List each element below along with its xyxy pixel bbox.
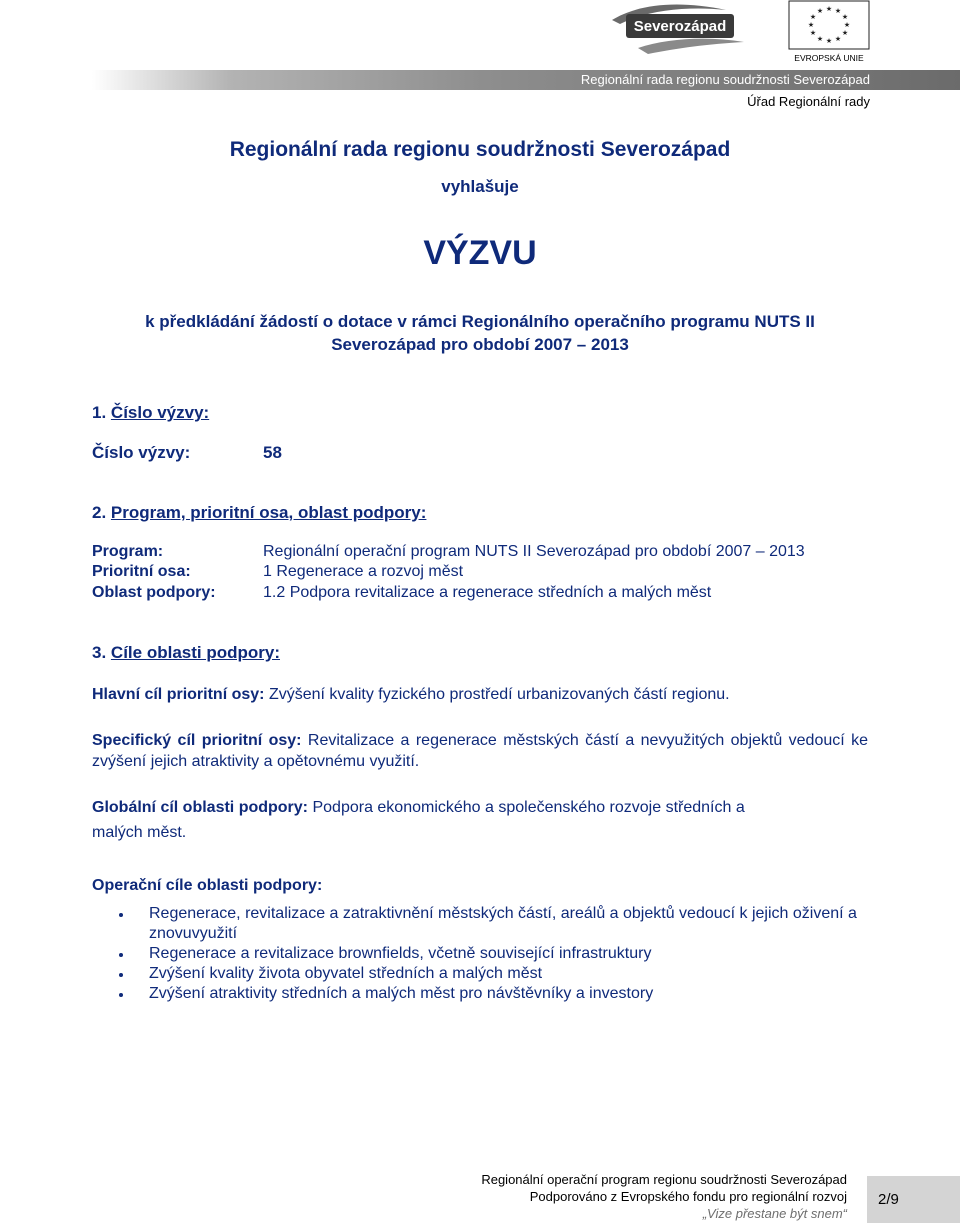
list-item: Regenerace, revitalizace a zatraktivnění městských částí, areálů a objektů vedoucí k jejich oživení a znovuvyužití	[92, 904, 882, 944]
call-number-label: Číslo výzvy:	[92, 443, 191, 462]
main-title: Regionální rada regionu soudržnosti Severozápad	[229, 138, 731, 161]
svg-text:★: ★	[841, 29, 849, 37]
main-goal-label: Hlavní cíl prioritní osy:	[92, 686, 265, 703]
svg-text:★: ★	[834, 35, 842, 43]
page-number: 2/9	[878, 1191, 899, 1208]
svg-text:★: ★	[807, 21, 815, 29]
priority-axis-value: 1 Regenerace a rozvoj měst	[263, 563, 464, 580]
call-subtitle-line-1: k předkládání žádostí o dotace v rámci Regionálního operačního programu NUTS II	[145, 312, 815, 331]
call-subtitle	[0, 310, 960, 356]
eu-label: EVROPSKÁ UNIE	[794, 53, 864, 63]
section-1-title: Číslo výzvy:	[110, 403, 210, 422]
svg-text:★: ★	[809, 13, 817, 21]
call-number-value: 58	[263, 443, 282, 462]
priority-axis-label: Prioritní osa:	[92, 563, 191, 580]
list-item: Zvýšení atraktivity středních a malých měst pro návštěvníky a investory	[92, 984, 882, 1004]
svg-text:★: ★	[825, 5, 833, 13]
section-2-heading	[92, 503, 426, 523]
section-1-heading	[92, 403, 209, 423]
section-1-number: 1.	[92, 403, 107, 422]
specific-goal-label: Specifický cíl prioritní osy:	[92, 732, 302, 749]
announces-text: vyhlašuje	[441, 177, 519, 196]
header-office-text: Úřad Regionální rady	[747, 94, 870, 109]
global-goal-paragraph	[92, 795, 868, 845]
eu-flag-logo	[788, 0, 870, 63]
svg-text:★: ★	[825, 37, 833, 45]
section-3-heading	[92, 643, 280, 663]
call-subtitle-line-2: Severozápad pro období 2007 – 2013	[331, 335, 629, 354]
svg-text:★: ★	[843, 21, 851, 29]
svg-text:★: ★	[841, 13, 849, 21]
operational-goals-list	[92, 904, 882, 1004]
main-goal-paragraph	[92, 684, 868, 705]
global-goal-label: Globální cíl oblasti podpory:	[92, 799, 309, 816]
footer-slogan: „Vize přestane být snem“	[702, 1206, 847, 1221]
call-heading: VÝZVU	[423, 234, 537, 272]
specific-goal-paragraph	[92, 730, 868, 772]
section-2-title: Program, prioritní osa, oblast podpory:	[110, 503, 427, 522]
svg-text:★: ★	[816, 7, 824, 15]
global-goal-text-line-1: Podpora ekonomického a společenského rozvoje středních a	[312, 799, 745, 816]
support-area-label: Oblast podpory:	[92, 584, 216, 601]
support-area-value: 1.2 Podpora revitalizace a regenerace středních a malých měst	[263, 584, 712, 601]
program-label: Program:	[92, 543, 164, 560]
specific-goal-text: Revitalizace a regenerace městských částí a nevyužitých objektů vedoucí ke zvýšení jejich atraktivity a opětovnému využití.	[92, 732, 868, 770]
footer-line-2: Podporováno z Evropského fondu pro regionální rozvoj	[529, 1189, 847, 1204]
section-3-title: Cíle oblasti podpory:	[110, 643, 280, 662]
main-goal-text: Zvýšení kvality fyzického prostředí urbanizovaných částí regionu.	[268, 686, 730, 703]
svg-text:★: ★	[834, 7, 842, 15]
severozapad-logo-text: Severozápad	[633, 18, 727, 35]
global-goal-text-line-2: malých měst.	[92, 824, 187, 841]
header-bar-text: Regionální rada regionu soudržnosti Severozápad	[580, 72, 870, 87]
operational-goals-heading: Operační cíle oblasti podpory:	[92, 877, 323, 894]
severozapad-logo	[608, 0, 748, 58]
svg-text:★: ★	[816, 35, 824, 43]
program-value: Regionální operační program NUTS II Severozápad pro období 2007 – 2013	[263, 543, 805, 560]
section-3-number: 3.	[92, 643, 107, 662]
list-item: Regenerace a revitalizace brownfields, včetně související infrastruktury	[92, 944, 882, 964]
list-item: Zvýšení kvality života obyvatel středních a malých měst	[92, 964, 882, 984]
footer-line-1: Regionální operační program regionu soudržnosti Severozápad	[481, 1172, 847, 1187]
section-2-number: 2.	[92, 503, 107, 522]
svg-text:★: ★	[809, 29, 817, 37]
